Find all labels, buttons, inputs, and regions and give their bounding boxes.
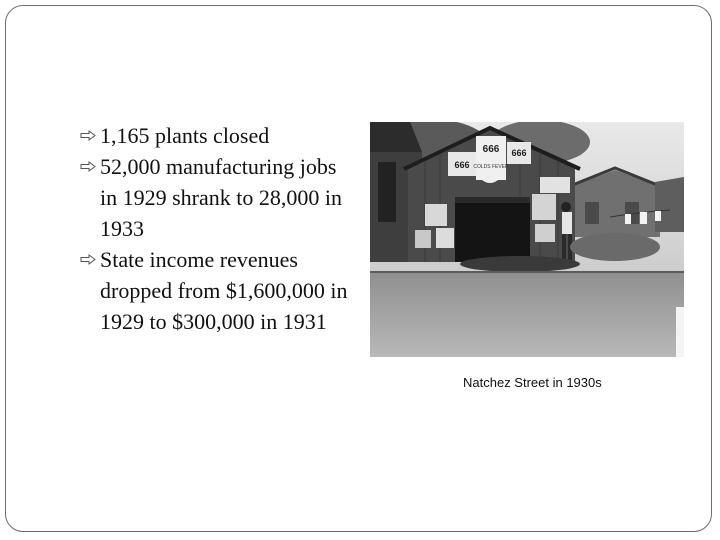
sign-text: 666 (482, 144, 500, 155)
photo-caption: Natchez Street in 1930s (463, 375, 602, 390)
bullet-item-plants-closed (78, 120, 358, 151)
bullet-text: 1,165 plants closed (100, 123, 270, 148)
bullet-item-manufacturing-jobs (78, 151, 358, 244)
bullet-list (78, 120, 358, 337)
sign-text: COLDS FEVER (473, 164, 509, 170)
bullet-text: 52,000 manufacturing jobs in 1929 shrank to 28,000 in 1933 (100, 154, 342, 241)
bullet-item-state-revenues (78, 244, 358, 337)
sign-text: 666 (454, 160, 470, 170)
arrow-bullet-icon (80, 151, 98, 182)
arrow-bullet-icon (80, 120, 98, 151)
sign-text: 666 (511, 148, 527, 158)
natchez-street-photo (370, 122, 684, 357)
bullet-text: State income revenues dropped from $1,600,000 in 1929 to $300,000 in 1931 (100, 247, 348, 334)
arrow-bullet-icon (80, 244, 98, 275)
